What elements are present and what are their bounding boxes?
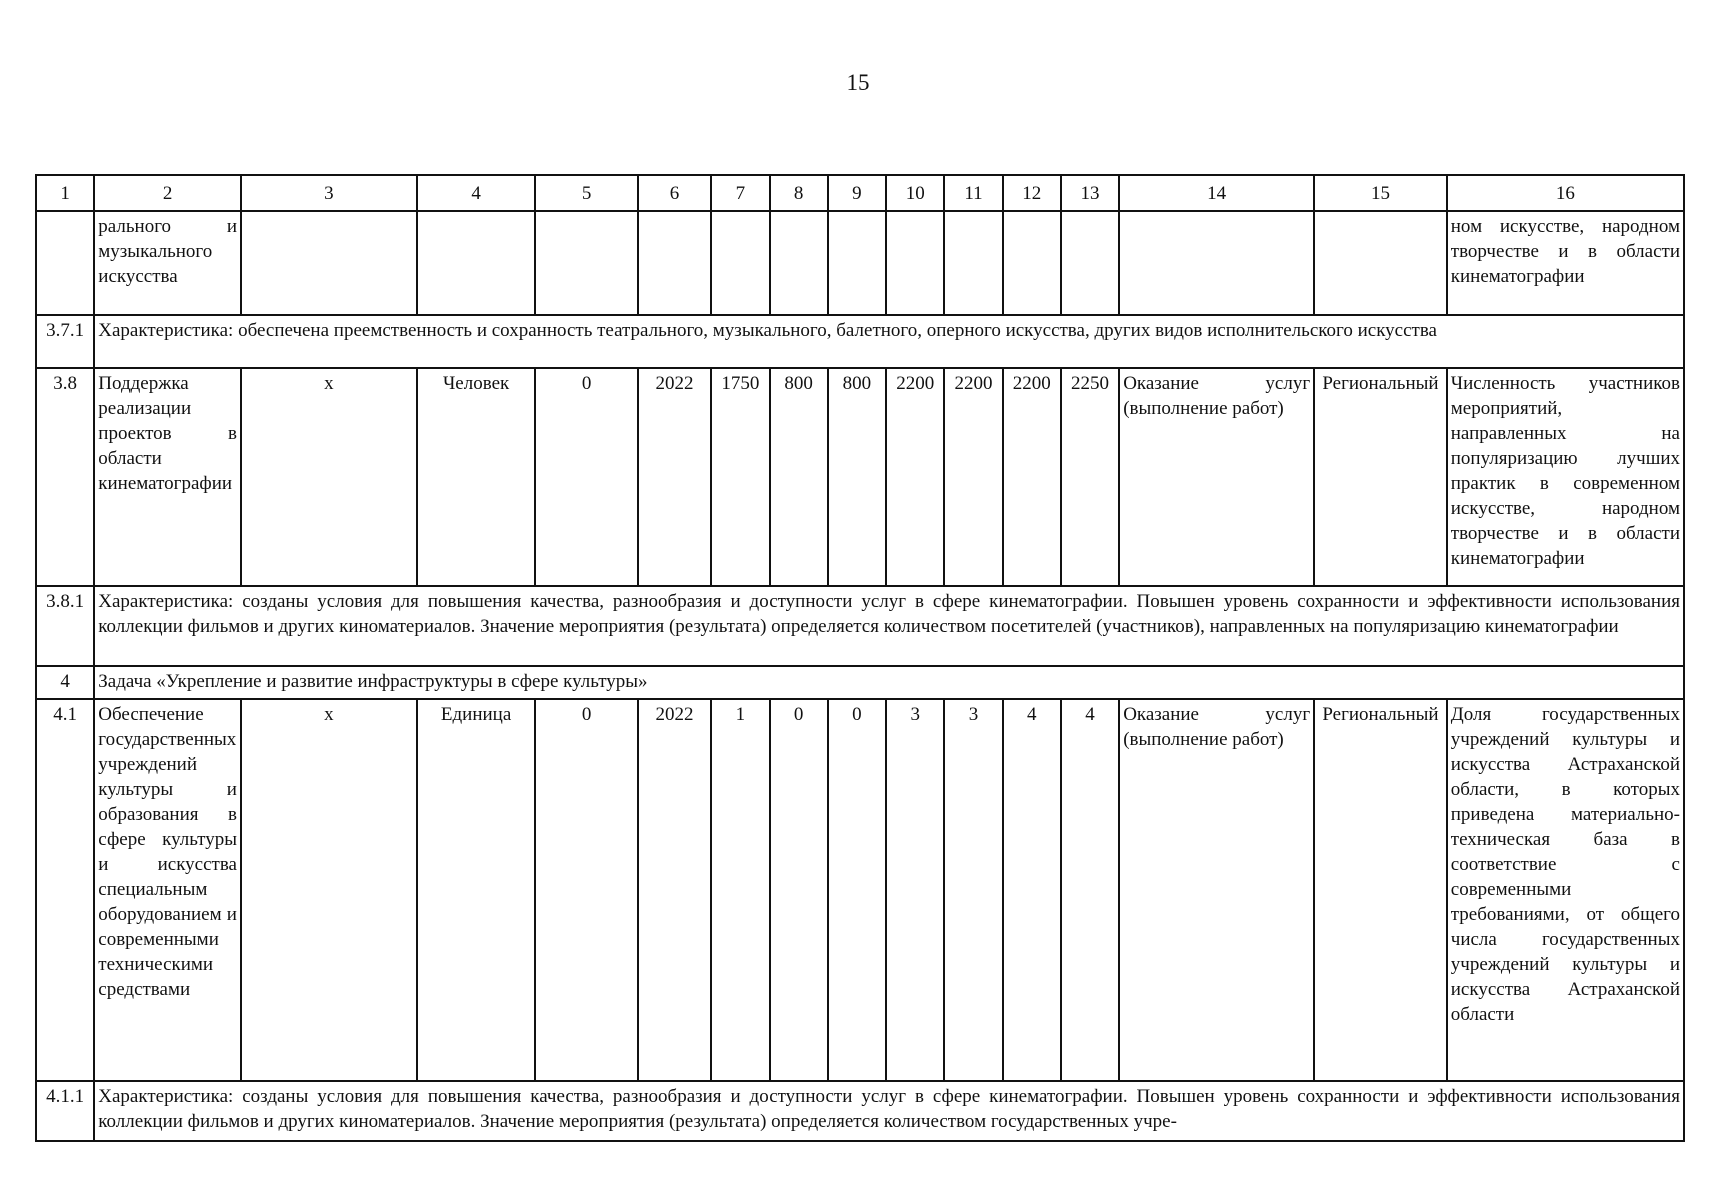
task-text: Задача «Укрепление и развитие инфраструктуры в сфере культуры» [94, 666, 1684, 699]
table-cell: 2200 [886, 368, 944, 586]
header-cell: 8 [770, 175, 828, 211]
unit-cell: Единица [417, 699, 536, 1081]
table-row-task [36, 666, 1684, 699]
table-cell: 1 [711, 699, 769, 1081]
header-cell: 4 [417, 175, 536, 211]
table-cell [770, 211, 828, 315]
header-cell: 13 [1061, 175, 1119, 211]
table-row [36, 368, 1684, 586]
indicator-cell: Доля государственных учреждений культуры и искусства Астраханской области, в которых приведена материально-техническая база в соответствие с современными требованиями, от общего числа государственных учреждений культуры и искусства Астраханской области [1447, 699, 1684, 1081]
table-cell [36, 211, 94, 315]
header-cell: 2 [94, 175, 241, 211]
table-cell [1314, 211, 1447, 315]
header-cell: 15 [1314, 175, 1447, 211]
table-cell [638, 211, 711, 315]
indicator-cell: ном искусстве, народном творчестве и в области кинематографии [1447, 211, 1684, 315]
row-number: 4.1 [36, 699, 94, 1081]
header-cell: 12 [1003, 175, 1061, 211]
table-cell [241, 211, 417, 315]
table-cell: 800 [828, 368, 886, 586]
header-cell: 10 [886, 175, 944, 211]
table-cell [711, 211, 769, 315]
table-row-characteristic [36, 1081, 1684, 1141]
type-cell: Оказание услуг (выполнение работ) [1119, 368, 1314, 586]
characteristic-text: Характеристика: обеспечена преемственность и сохранность театрального, музыкального, балетного, оперного искусства, других видов исполнительского искусства [94, 315, 1684, 368]
table-cell [417, 211, 536, 315]
event-name-cell: Поддержка реализации проектов в области кинематографии [94, 368, 241, 586]
level-cell: Региональный [1314, 699, 1447, 1081]
header-row [36, 175, 1684, 211]
event-name-cell: Обеспечение государственных учреждений культуры и образования в сфере культуры и искусства специальным оборудованием и современными техническими средствами [94, 699, 241, 1081]
table-cell: 0 [535, 368, 637, 586]
header-cell: 6 [638, 175, 711, 211]
table-cell: 4 [1003, 699, 1061, 1081]
row-number: 3.7.1 [36, 315, 94, 368]
table-cell: 2250 [1061, 368, 1119, 586]
table-cell: х [241, 368, 417, 586]
table-cell: х [241, 699, 417, 1081]
characteristic-text: Характеристика: созданы условия для повышения качества, разнообразия и доступности услуг в сфере кинематографии. Повышен уровень сохранности и эффективности использования коллекции фильмов и других киноматериалов. Значение мероприятия (результата) определяется количеством государственных учре- [94, 1081, 1684, 1141]
header-cell: 9 [828, 175, 886, 211]
row-number: 4 [36, 666, 94, 699]
characteristic-text: Характеристика: созданы условия для повышения качества, разнообразия и доступности услуг в сфере кинематографии. Повышен уровень сохранности и эффективности использования коллекции фильмов и других киноматериалов. Значение мероприятия (результата) определяется количеством посетителей (участников), направленных на популяризацию кинематографии [94, 586, 1684, 666]
level-cell: Региональный [1314, 368, 1447, 586]
table-cell [886, 211, 944, 315]
header-cell: 5 [535, 175, 637, 211]
header-cell: 16 [1447, 175, 1684, 211]
table-row-continuation [36, 211, 1684, 315]
unit-cell: Человек [417, 368, 536, 586]
row-number: 4.1.1 [36, 1081, 94, 1141]
row-number: 3.8 [36, 368, 94, 586]
table-cell: 3 [886, 699, 944, 1081]
table-cell: 3 [944, 699, 1002, 1081]
table-cell [1061, 211, 1119, 315]
event-name-cell: рального и музыкального искусства [94, 211, 241, 315]
type-cell: Оказание услуг (выполнение работ) [1119, 699, 1314, 1081]
table-cell: 800 [770, 368, 828, 586]
table-cell [535, 211, 637, 315]
table-cell: 0 [770, 699, 828, 1081]
table-row-characteristic [36, 586, 1684, 666]
indicator-cell: Численность участников мероприятий, направленных на популяризацию лучших практик в современном искусстве, народном творчестве и в области кинематографии [1447, 368, 1684, 586]
table-row [36, 699, 1684, 1081]
header-cell: 1 [36, 175, 94, 211]
table-cell: 2200 [1003, 368, 1061, 586]
table-cell [1003, 211, 1061, 315]
table-row-characteristic [36, 315, 1684, 368]
table-cell: 0 [535, 699, 637, 1081]
table-cell: 4 [1061, 699, 1119, 1081]
table-cell: 2200 [944, 368, 1002, 586]
header-cell: 7 [711, 175, 769, 211]
table-cell [944, 211, 1002, 315]
table-cell: 2022 [638, 699, 711, 1081]
page-number: 15 [846, 70, 870, 95]
header-cell: 11 [944, 175, 1002, 211]
table-cell: 1750 [711, 368, 769, 586]
table-cell [828, 211, 886, 315]
table-cell: 0 [828, 699, 886, 1081]
plan-table [35, 174, 1685, 1142]
table-cell [1119, 211, 1314, 315]
row-number: 3.8.1 [36, 586, 94, 666]
header-cell: 3 [241, 175, 417, 211]
header-cell: 14 [1119, 175, 1314, 211]
table-cell: 2022 [638, 368, 711, 586]
